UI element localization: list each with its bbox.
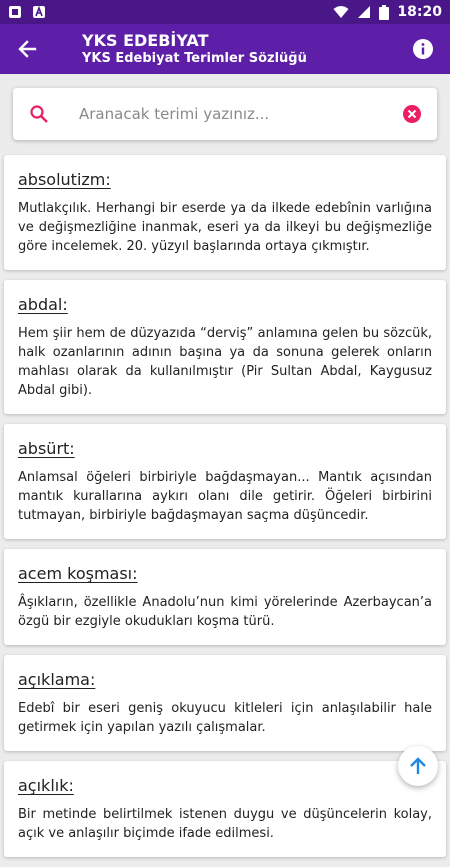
search-icon-wrap <box>13 88 65 140</box>
term-title: açıklık: <box>18 776 74 795</box>
term-definition: Edebî bir eseri geniş okuyucu kitleleri için anlaşılabilir hale getirmek için yapılan yazılı çalışmalar. <box>18 701 432 735</box>
search-input[interactable] <box>65 105 387 123</box>
term-title: abdal: <box>18 295 68 314</box>
term-definition: Hem şiir hem de düzyazıda “derviş” anlamına gelen bu sözcük, halk ozanlarının adının başına ya da sonuna gelerek onların mahlası olarak da kullanılmıştır (Pir Sultan Abdal, Kaygusuz Abdal gibi). <box>18 326 432 398</box>
arrow-back-icon <box>17 39 37 59</box>
term-title: absürt: <box>18 439 75 458</box>
clear-icon <box>402 104 422 124</box>
list-item[interactable] <box>4 761 446 857</box>
app-bar <box>0 24 450 74</box>
terms-list <box>4 155 446 867</box>
app-a-icon <box>32 5 46 19</box>
signal-icon <box>357 5 371 19</box>
term-title: açıklama: <box>18 670 96 689</box>
list-item[interactable] <box>4 424 446 539</box>
list-item[interactable] <box>4 280 446 414</box>
term-definition: Âşıkların, özellikle Anadolu’nun kimi yörelerinde Azerbaycan’a özgü bir ezgiyle okudukları koşma türü. <box>18 595 432 629</box>
term-definition: Anlamsal öğeleri birbiriyle bağdaşmayan... Mantık açısından mantık kurallarına aykırı olanı dile getirir. Öğeleri birbirini tutmayan, birbiriyle bağdaşmayan saçma düşüncedir. <box>18 470 432 523</box>
page-subtitle: YKS Edebiyat Terimler Sözlüğü <box>82 51 307 66</box>
list-item[interactable] <box>4 655 446 751</box>
arrow-up-icon <box>408 756 428 776</box>
status-time: 18:20 <box>397 4 442 20</box>
status-bar <box>0 0 450 24</box>
back-button[interactable] <box>0 24 54 74</box>
search-icon <box>29 104 49 124</box>
battery-icon <box>379 5 389 20</box>
wifi-icon <box>333 5 349 19</box>
term-definition: Mutlakçılık. Herhangi bir eserde ya da ilkede edebînin varlığına ve değişmezliğine inanmak, eseri ya da ilkeyi bu değişmezliğe göre incelemek. 20. yüzyıl başlarında ortaya çıkmıştır. <box>18 201 432 254</box>
search-bar <box>13 88 437 140</box>
term-title: acem koşması: <box>18 564 138 583</box>
info-button[interactable] <box>396 24 450 74</box>
term-definition: Bir metinde belirtilmek istenen duygu ve düşüncelerin kolay, açık ve anlaşılır biçimde ifade edilmesi. <box>18 807 432 841</box>
page-title: YKS EDEBİYAT <box>82 31 209 50</box>
list-item[interactable] <box>4 549 446 645</box>
clear-search-button[interactable] <box>387 88 437 140</box>
app-notification-icon <box>8 5 22 19</box>
info-icon <box>412 38 434 60</box>
term-title: absolutizm: <box>18 170 111 189</box>
list-item[interactable] <box>4 155 446 270</box>
scroll-to-top-button[interactable] <box>398 746 438 786</box>
